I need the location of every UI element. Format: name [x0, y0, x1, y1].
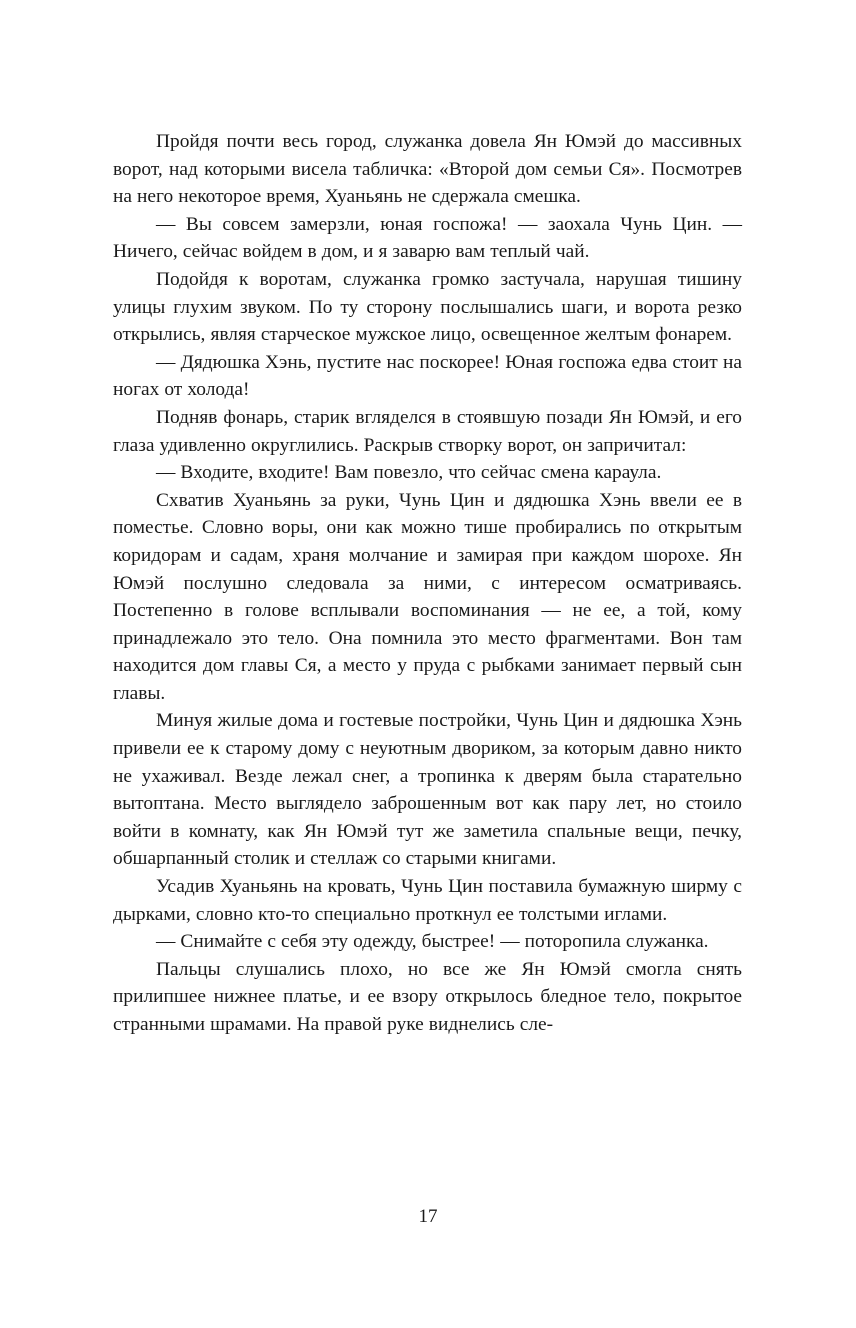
paragraph: Подойдя к воротам, служанка громко застучала, нарушая тишину улицы глухим звуком. По ту сторону послышались шаги, и ворота резко открылись, являя старческое мужское лицо, освещенное желтым фонарем. [113, 268, 742, 346]
paragraph: Подняв фонарь, старик вгляделся в стоявшую позади Ян Юмэй, и его глаза удивленно округлились. Раскрыв створку ворот, он запричитал: [113, 406, 742, 456]
paragraph: — Вы совсем замерзли, юная госпожа! — заохала Чунь Цин. — Ничего, сейчас войдем в дом, и я заварю вам теплый чай. [113, 213, 742, 263]
page-number: 17 [418, 1206, 438, 1227]
paragraph: — Дядюшка Хэнь, пустите нас поскорее! Юная госпожа едва стоит на ногах от холода! [113, 351, 742, 401]
paragraph: — Входите, входите! Вам повезло, что сейчас смена караула. [156, 462, 662, 484]
paragraph: Пройдя почти весь город, служанка довела Ян Юмэй до массивных ворот, над которыми висела табличка: «Второй дом семьи Ся». Посмотрев на него некоторое время, Хуаньянь не сдержала смешка. [113, 131, 742, 208]
paragraph: Схватив Хуаньянь за руки, Чунь Цин и дядюшка Хэнь ввели ее в поместье. Словно воры, они как можно тише пробирались по открытым коридорам и садам, храня молчание и замирая при каждом шорохе. Ян Юмэй послушно следовала за ними, с интересом осматриваясь. Постепенно в голове всплывали воспоминания — не ее, а той, кому принадлежало это тело. Она помнила это место фрагментами. Вон там находится дом главы Ся, а место у пруда с рыбками занимает первый сын главы. [113, 489, 742, 704]
paragraph: Минуя жилые дома и гостевые постройки, Чунь Цин и дядюшка Хэнь привели ее к старому дому с неуютным двориком, за которым давно никто не ухаживал. Везде лежал снег, а тропинка к дверям была старательно вытоптана. Место выглядело заброшенным вот как пару лет, но стоило войти в комнату, как Ян Юмэй тут же заметила спальные вещи, печку, обшарпанный столик и стеллаж со старыми книгами. [113, 710, 742, 870]
body-text-column [113, 128, 742, 1039]
paragraph: — Снимайте с себя эту одежду, быстрее! — поторопила служанка. [156, 931, 709, 953]
paragraph: Усадив Хуаньянь на кровать, Чунь Цин поставила бумажную ширму с дырками, словно кто-то специально проткнул ее толстыми иглами. [113, 876, 742, 925]
paragraph: Пальцы слушались плохо, но все же Ян Юмэй смогла снять прилипшее нижнее платье, и ее взору открылось бледное тело, покрытое странными шрамами. На правой руке виднелись сле- [113, 958, 742, 1035]
